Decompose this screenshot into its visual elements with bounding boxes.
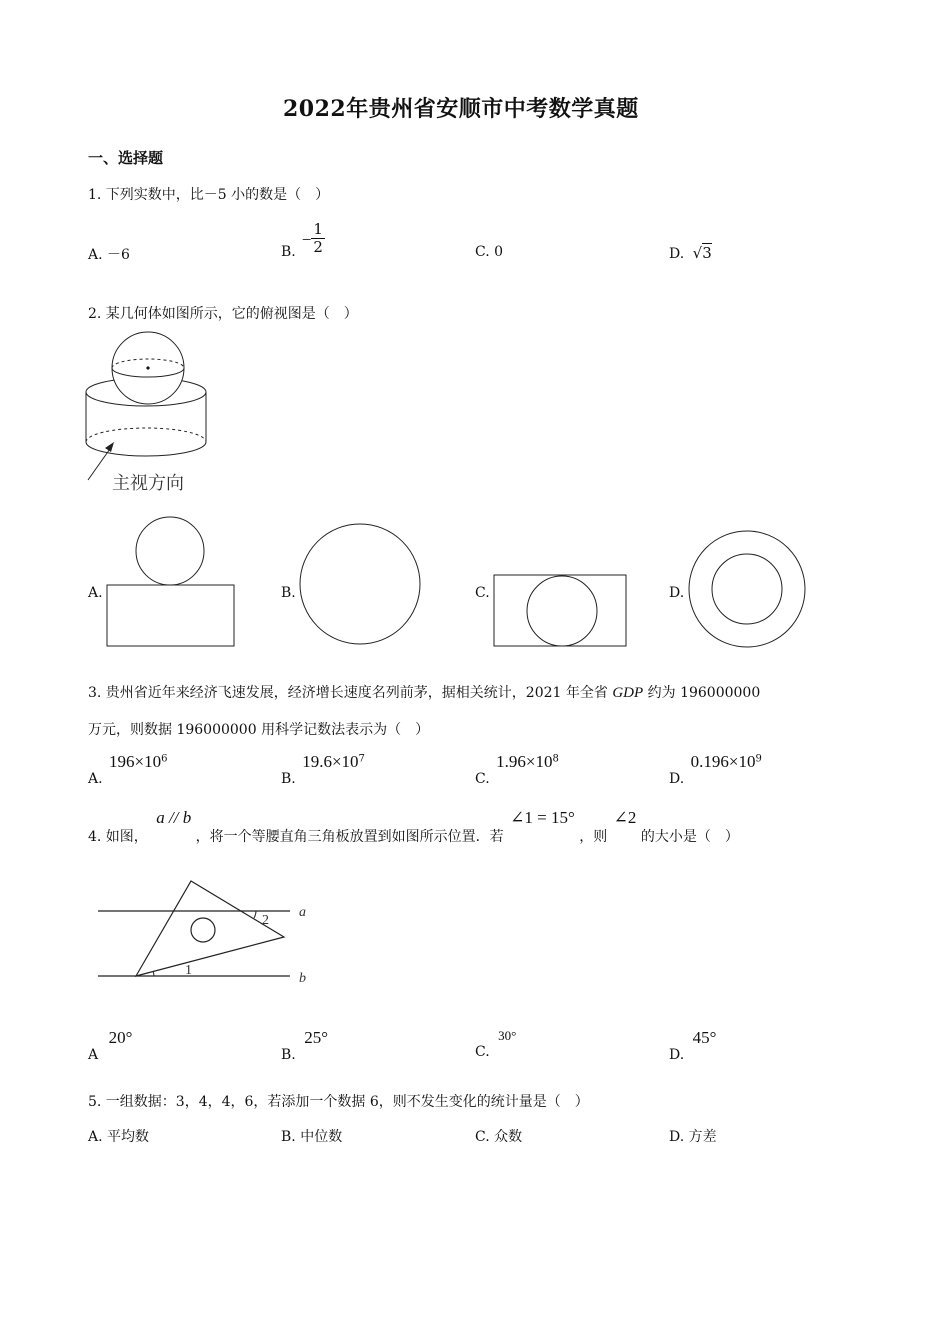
q4-then: ，则: [579, 829, 608, 845]
q3-option-b-label: B.: [281, 771, 296, 787]
q1-option-b-sign: −: [301, 230, 312, 249]
q2-option-c-figure: [492, 573, 630, 649]
question-3-line-1: [88, 682, 760, 702]
line-b-label: b: [299, 971, 306, 986]
q1-option-d-label: D.: [669, 246, 685, 262]
q4-option-c-value: 30°: [498, 1028, 517, 1043]
q4-parallel-lines: a // b: [156, 808, 192, 827]
q3-option-a-base: 196×10: [109, 752, 162, 771]
q3-option-b: [281, 752, 365, 787]
q2-option-d-figure: [686, 528, 808, 650]
q2-view-direction-label: 主视方向: [112, 473, 184, 494]
q5-option-c: C. 众数: [475, 1129, 523, 1145]
q3-option-d-label: D.: [669, 771, 685, 787]
q2-option-b-label: B.: [281, 585, 296, 601]
q4-option-b: [281, 1028, 329, 1063]
page-title: 2022年贵州省安顺市中考数学真题: [283, 96, 639, 122]
angle-1-label: 1: [185, 963, 192, 978]
q3-option-c-exponent: 8: [552, 753, 559, 765]
q5-option-b: B. 中位数: [281, 1129, 343, 1145]
q4-angle-1: ∠1 = 15°: [510, 808, 575, 827]
q3-option-c-label: C.: [475, 771, 490, 787]
q1-option-a: A. －6: [88, 247, 130, 263]
sqrt-icon: √3: [692, 244, 712, 262]
question-2-stem: 2. 某几何体如图所示，它的俯视图是（ ）: [88, 306, 358, 322]
q4-option-a-value: 20°: [108, 1028, 133, 1047]
q2-option-a-label: A.: [88, 585, 103, 601]
fraction-numerator: 1: [313, 220, 323, 238]
q3-option-d-base: 0.196×10: [690, 752, 756, 771]
q3-option-d-exponent: 9: [755, 753, 762, 765]
q3-text-start: 3. 贵州省近年来经济飞速发展，经济增长速度名列前茅，据相关统计，2021 年全省: [88, 685, 608, 701]
q4-suffix: 的大小是（ ）: [640, 829, 739, 845]
angle-2-label: 2: [262, 913, 269, 928]
q4-option-c-label: C.: [475, 1044, 490, 1060]
q1-option-b-fraction: [311, 221, 325, 255]
question-5-stem: 5. 一组数据：3，4，4，6，若添加一个数据 6，则不发生变化的统计量是（ ）: [88, 1094, 589, 1110]
q4-option-a: [88, 1028, 133, 1063]
q1-option-b-label: B.: [281, 244, 296, 260]
q3-option-a-exponent: 6: [161, 753, 168, 765]
q2-option-d-label: D.: [669, 585, 685, 601]
q4-option-d-label: D.: [669, 1047, 685, 1063]
q1-option-d: [669, 244, 712, 262]
q5-option-d: D. 方差: [669, 1129, 717, 1145]
q3-option-a-label: A.: [88, 771, 103, 787]
q3-option-c-base: 1.96×10: [496, 752, 553, 771]
q3-option-c: [475, 752, 559, 787]
q2-option-c-label: C.: [475, 585, 490, 601]
fraction-denominator: 2: [313, 237, 323, 256]
line-a-label: a: [299, 905, 306, 920]
question-3-line-2: 万元，则数据 196000000 用科学记数法表示为（ ）: [88, 722, 430, 738]
radicand: 3: [702, 244, 712, 262]
q4-figure: [96, 876, 316, 992]
q4-angle-2: ∠2: [613, 808, 637, 827]
q4-option-a-label: A: [88, 1047, 99, 1063]
q3-text-end: 约为 196000000: [647, 685, 761, 701]
q2-option-b-figure: [298, 522, 424, 648]
q1-option-b: [281, 216, 325, 260]
q3-option-d: [669, 752, 762, 787]
q5-option-a: A. 平均数: [88, 1129, 150, 1145]
q4-option-d: [669, 1028, 717, 1063]
q3-option-b-base: 19.6×10: [302, 752, 359, 771]
q4-option-b-label: B.: [281, 1047, 296, 1063]
q2-option-a-figure: [104, 516, 238, 650]
section-heading: 一、选择题: [88, 149, 164, 167]
q4-middle-text: ，将一个等腰直角三角板放置到如图所示位置．若: [195, 829, 504, 845]
q3-option-a: [88, 752, 168, 787]
q1-option-c: C. 0: [475, 244, 504, 260]
q3-gdp: GDP: [612, 685, 644, 701]
q4-option-d-value: 45°: [692, 1028, 717, 1047]
q4-option-c: [475, 1028, 517, 1060]
q4-prefix: 4. 如图，: [88, 829, 148, 845]
q4-option-b-value: 25°: [304, 1028, 329, 1047]
q3-option-b-exponent: 7: [358, 753, 365, 765]
question-1-stem: 1. 下列实数中，比－5 小的数是（ ）: [88, 187, 330, 203]
question-4-stem: [88, 808, 739, 845]
